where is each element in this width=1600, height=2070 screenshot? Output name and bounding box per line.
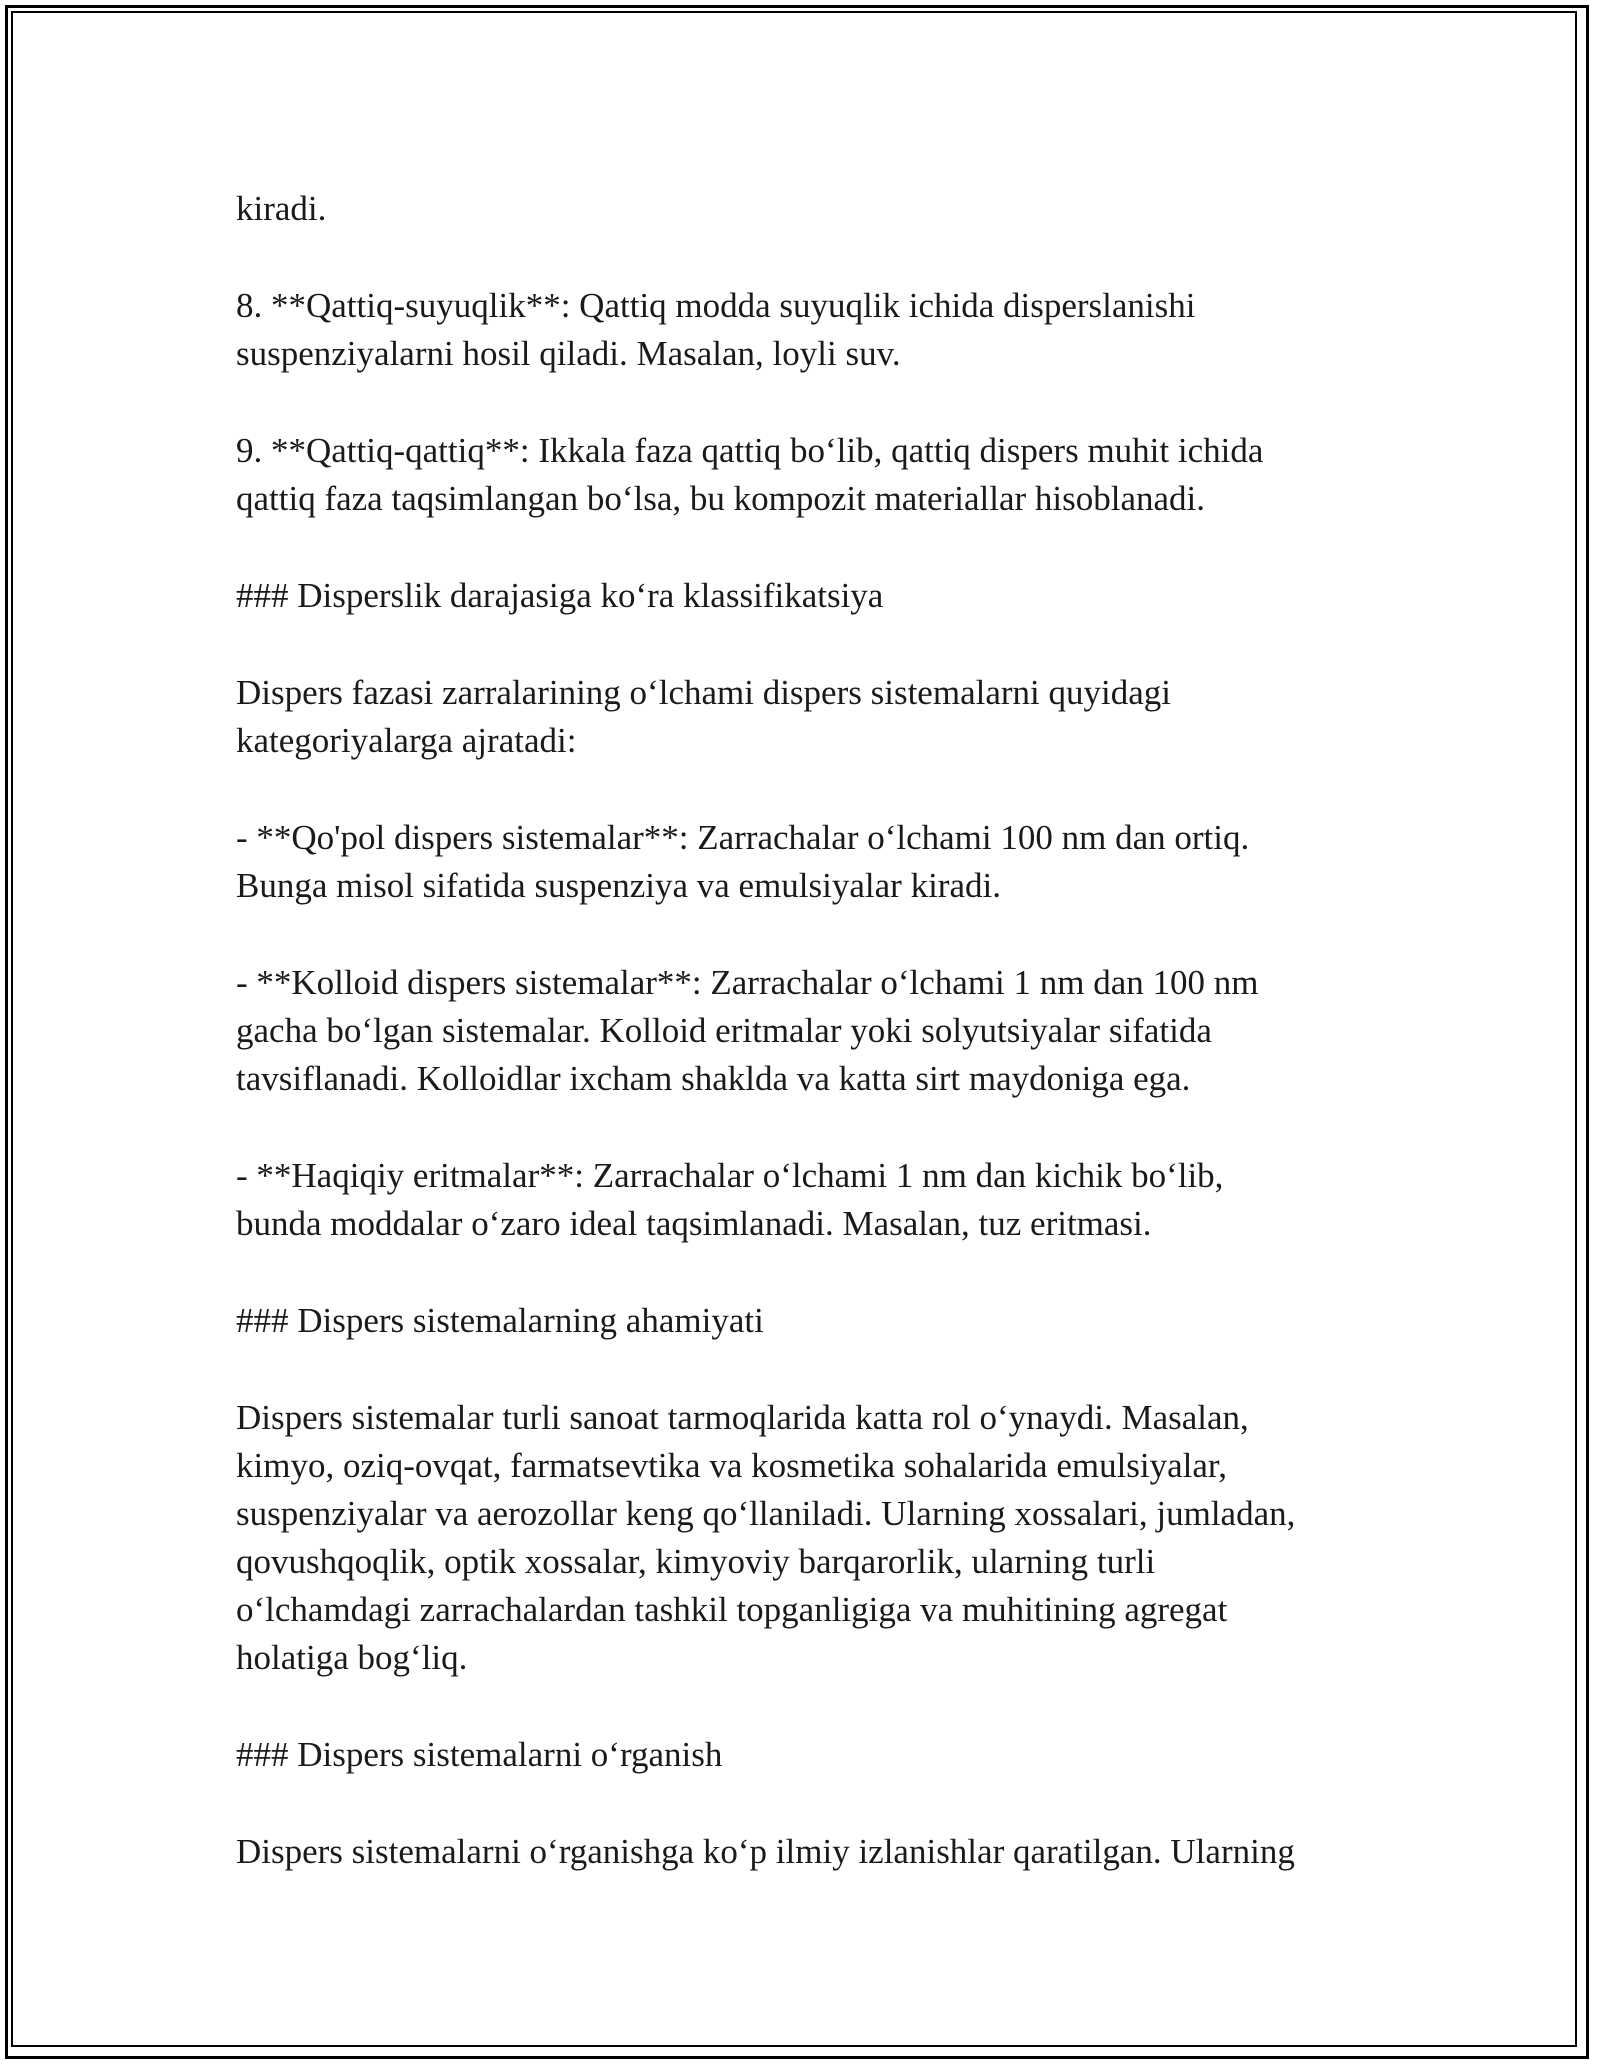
text-line: Dispers sistemalar turli sanoat tarmoqlarida katta rol o‘ynaydi. Masalan, bbox=[236, 1398, 1249, 1437]
text-line: qattiq faza taqsimlangan bo‘lsa, bu kompozit materiallar hisoblanadi. bbox=[236, 479, 1206, 518]
blank-line bbox=[236, 910, 1366, 959]
text-line: bunda moddalar o‘zaro ideal taqsimlanadi. Masalan, tuz eritmasi. bbox=[236, 1204, 1152, 1243]
blank-line bbox=[236, 523, 1366, 572]
blank-line bbox=[236, 378, 1366, 427]
blank-line bbox=[236, 1779, 1366, 1828]
text-line: gacha bo‘lgan sistemalar. Kolloid eritmalar yoki solyutsiyalar sifatida bbox=[236, 1011, 1212, 1050]
text-line: kiradi. bbox=[236, 189, 327, 228]
text-line: kimyo, oziq-ovqat, farmatsevtika va kosmetika sohalarida emulsiyalar, bbox=[236, 1446, 1227, 1485]
blank-line bbox=[236, 765, 1366, 814]
text-line: - **Haqiqiy eritmalar**: Zarrachalar o‘lchami 1 nm dan kichik bo‘lib, bbox=[236, 1156, 1224, 1195]
text-line: - **Kolloid dispers sistemalar**: Zarrachalar o‘lchami 1 nm dan 100 nm bbox=[236, 963, 1259, 1002]
text-line: holatiga bog‘liq. bbox=[236, 1638, 468, 1677]
section-heading-line: ### Dispers sistemalarning ahamiyati bbox=[236, 1301, 764, 1340]
text-line: o‘lchamdagi zarrachalardan tashkil topganligiga va muhitining agregat bbox=[236, 1590, 1228, 1629]
blank-line bbox=[236, 1103, 1366, 1152]
blank-line bbox=[236, 1345, 1366, 1394]
blank-line bbox=[236, 1682, 1366, 1731]
text-line: tavsiflanadi. Kolloidlar ixcham shaklda va katta sirt maydoniga ega. bbox=[236, 1059, 1191, 1098]
text-line: suspenziyalarni hosil qiladi. Masalan, loyli suv. bbox=[236, 334, 901, 373]
text-line: Bunga misol sifatida suspenziya va emulsiyalar kiradi. bbox=[236, 866, 1001, 905]
text-line: Dispers fazasi zarralarining o‘lchami dispers sistemalarni quyidagi bbox=[236, 673, 1171, 712]
section-heading-line: ### Disperslik darajasiga ko‘ra klassifikatsiya bbox=[236, 576, 884, 615]
blank-line bbox=[236, 620, 1366, 669]
text-line: 8. **Qattiq-suyuqlik**: Qattiq modda suyuqlik ichida disperslanishi bbox=[236, 286, 1196, 325]
text-line: - **Qo'pol dispers sistemalar**: Zarrachalar o‘lchami 100 nm dan ortiq. bbox=[236, 818, 1250, 857]
blank-line bbox=[236, 1248, 1366, 1297]
document-body bbox=[236, 185, 1366, 1876]
text-line: qovushqoqlik, optik xossalar, kimyoviy barqarorlik, ularning turli bbox=[236, 1542, 1156, 1581]
text-line: Dispers sistemalarni o‘rganishga ko‘p ilmiy izlanishlar qaratilgan. Ularning bbox=[236, 1832, 1295, 1871]
section-heading-line: ### Dispers sistemalarni o‘rganish bbox=[236, 1735, 723, 1774]
text-line: kategoriyalarga ajratadi: bbox=[236, 721, 577, 760]
text-line: 9. **Qattiq-qattiq**: Ikkala faza qattiq bo‘lib, qattiq dispers muhit ichida bbox=[236, 431, 1264, 470]
text-line: suspenziyalar va aerozollar keng qo‘llaniladi. Ularning xossalari, jumladan, bbox=[236, 1494, 1296, 1533]
blank-line bbox=[236, 233, 1366, 282]
